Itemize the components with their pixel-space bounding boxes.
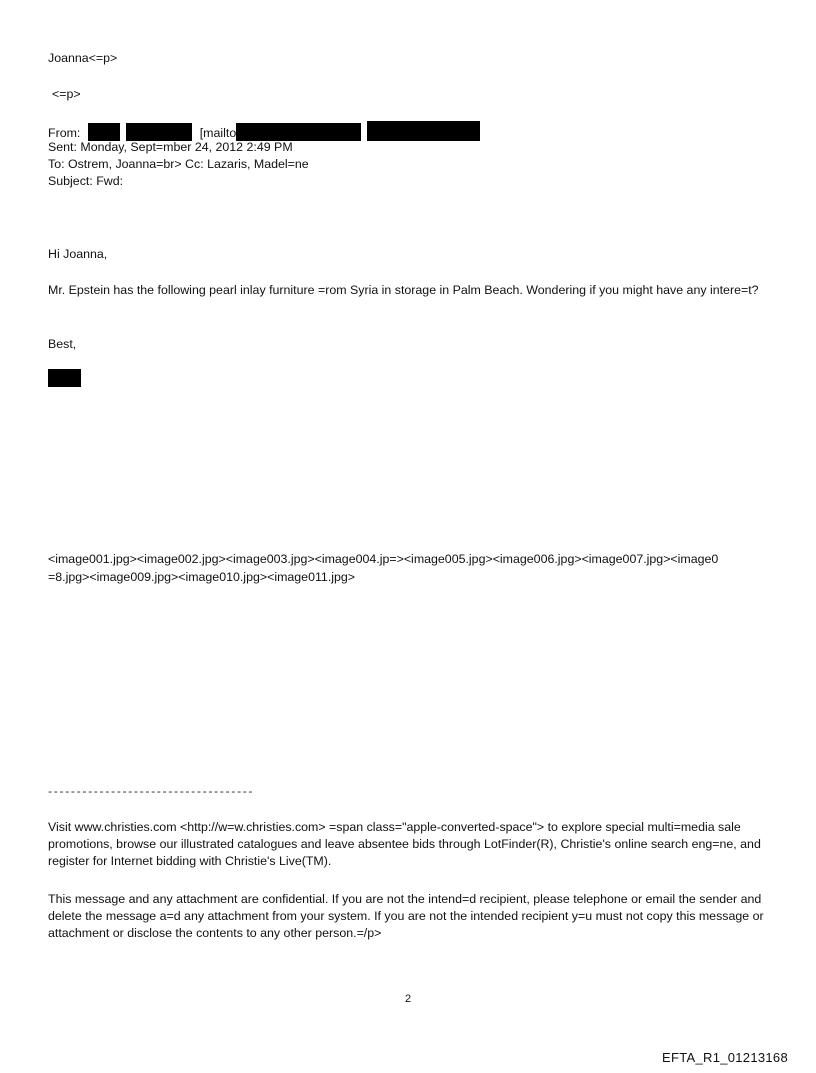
attachments-line-2: =8.jpg><image009.jpg><image010.jpg><image011.jpg> xyxy=(48,570,356,584)
message-body: Mr. Epstein has the following pearl inlay furniture =rom Syria in storage in Palm Beach. Wondering if you might have any intere=t? xyxy=(48,283,759,297)
closing: Best, xyxy=(48,337,77,351)
attachments-line-1: <image001.jpg><image002.jpg><image003.jpg><image004.jp=><image005.jpg><image006.jpg><image007.jpg><image0 xyxy=(48,552,719,566)
signature-redaction xyxy=(48,369,81,387)
bates-number: EFTA_R1_01213168 xyxy=(662,1050,788,1065)
salutation: Hi Joanna, xyxy=(48,247,108,261)
paragraph-tag: <=p> xyxy=(52,87,81,101)
divider-line: ------------------------------------ xyxy=(48,784,255,798)
greeting-name: Joanna<=p> xyxy=(48,51,118,65)
redaction-block xyxy=(367,121,480,141)
sent-line: Sent: Monday, Sept=mber 24, 2012 2:49 PM xyxy=(48,140,293,154)
to-cc-line: To: Ostrem, Joanna=br> Cc: Lazaris, Madel=ne xyxy=(48,157,309,171)
from-label: From: xyxy=(48,126,81,140)
page-number: 2 xyxy=(404,993,412,1005)
promo-paragraph: Visit www.christies.com <http://w=w.christies.com> =span class="apple-converted-space"> to explore special multi=media sale promotions, browse our illustrated catalogues and leave absentee bids through LotFinder(R), Christie's online search eng=ne, and register for Internet bidding with Christie's Live(TM). xyxy=(48,820,761,868)
confidentiality-notice: This message and any attachment are confidential. If you are not the intend=d recipient, please telephone or email the sender and delete the message a=d any attachment from your system. If you are not the intended recipient y=u must not copy this message or attachment or disclose the contents to any other person.=/p> xyxy=(48,892,764,940)
subject-line: Subject: Fwd: xyxy=(48,174,124,188)
mailto-text: [mailto xyxy=(199,126,237,140)
